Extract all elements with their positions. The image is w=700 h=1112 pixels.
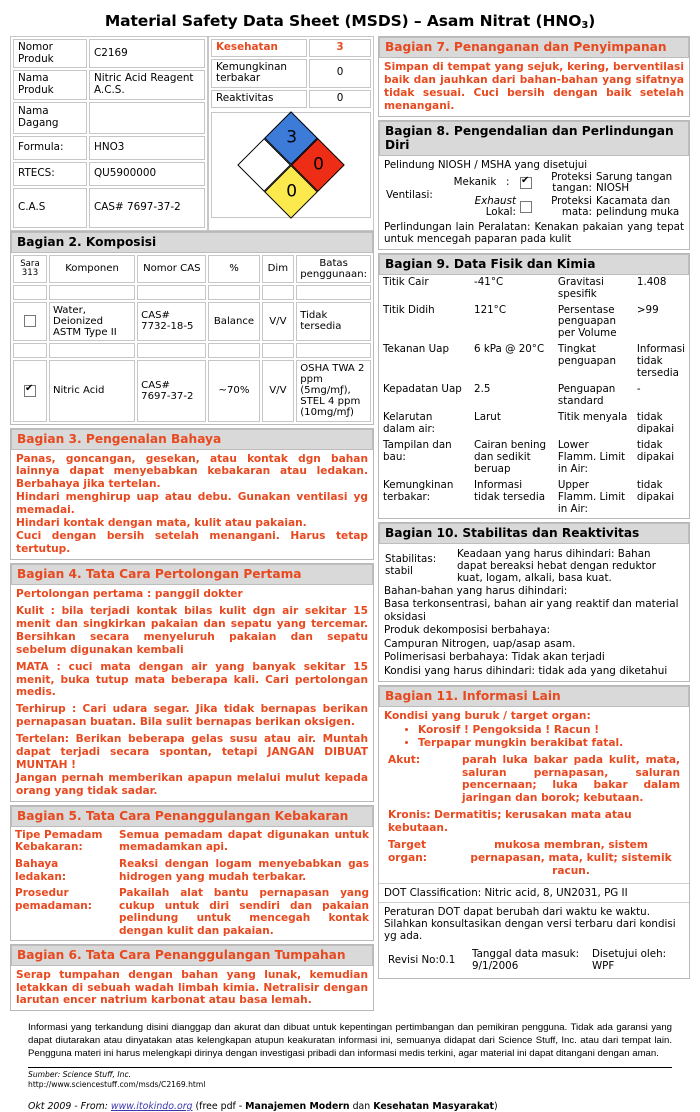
hand-protection-label: Proteksi tangan:: [551, 171, 592, 195]
footer-credit: [28, 1101, 672, 1112]
exhaust-label: [446, 195, 518, 220]
spacer-cell: [262, 285, 295, 300]
column-header-limits: Batas penggunaan:: [296, 255, 371, 283]
table-spacer-row: [13, 343, 371, 358]
section-5-heading: Bagian 5. Tata Cara Penanggulangan Kebakaran: [11, 806, 373, 827]
right-column: [378, 36, 690, 982]
chronic-value: Kronis: Dermatitis; kerusakan mata atau kebutaan.: [388, 809, 632, 835]
revision-label: Revisi No:0.1: [388, 954, 456, 967]
section-4: [10, 563, 374, 802]
nfpa-value-flammability: 0: [309, 59, 371, 88]
section-10: [378, 522, 690, 683]
section-10-line: Kondisi yang harus dihindari: tidak ada yang diketahui: [384, 664, 668, 677]
composition-table: [11, 253, 373, 424]
msds-page: [0, 12, 700, 1112]
section-4-paragraph: Tertelan: Berikan beberapa gelas susu atau air. Muntah dapat terjadi secara spontan, tetapi JANGAN DIBUAT MUNTAH !: [16, 733, 368, 772]
identity-label: C.A.S: [13, 188, 87, 228]
target-organ-value: mukosa membran, sistem pernapasan, mata, kulit; sistemik racun.: [470, 839, 672, 877]
ppe-intro: Pelindung NIOSH / MSHA yang disetujui: [384, 158, 588, 171]
identity-value: [89, 102, 205, 134]
section-7-body: [379, 58, 689, 116]
mechanical-label: Mekanik: [453, 176, 497, 189]
identity-label: Nama Produk: [13, 70, 87, 99]
table-row: [13, 360, 371, 421]
source-label: Sumber: Science Stuff, Inc.: [28, 1070, 132, 1080]
spacer-cell: [13, 343, 47, 358]
section-8-body: [379, 156, 689, 249]
percent-value: Balance: [208, 302, 259, 341]
section-7-paragraph: Simpan di tempat yang sejuk, kering, berventilasi baik dan jauhkan dari bahan-bahan yang sifatnya tidak sesuai. Cuci bersih dengan baik setelah menangani.: [384, 61, 684, 112]
identity-cell: [10, 36, 208, 231]
komponen-value: Water, Deionized ASTM Type II: [49, 302, 135, 341]
section-4-paragraph: MATA : cuci mata dengan air yang banyak sekitar 15 menit, buka tutup mata beberapa kali. Cari pertolongan medis.: [16, 660, 368, 699]
page-title-main: Material Safety Data Sheet (MSDS) – Asam Nitrat (HNO: [104, 12, 582, 30]
section-2-heading: Bagian 2. Komposisi: [11, 232, 373, 253]
table-row: [211, 90, 371, 108]
column-header-cas: Nomor CAS: [137, 255, 206, 283]
entry-date-value: 9/1/2006: [472, 960, 519, 973]
section-7: [378, 36, 690, 117]
identity-value: HNO3: [89, 136, 205, 160]
percent-value: ~70%: [208, 360, 259, 421]
column-header-sara: Sara 313: [13, 255, 47, 283]
phys-value: -41°C: [474, 275, 504, 288]
table-row: [211, 39, 371, 57]
table-row: [379, 478, 689, 518]
section-3-paragraph: Cuci dengan bersih setelah menangani. Harus tetap tertutup.: [16, 530, 368, 556]
section-3-paragraph: Hindari menghirup uap atau debu. Gunakan ventilasi yg memadai.: [16, 491, 368, 517]
phys-label: Upper Flamm. Limit in Air:: [557, 478, 626, 515]
section-4-paragraph: Kulit : bila terjadi kontak bilas kulit dgn air sekitar 15 menit dan singkirkan pakaian dan sepatu yang tercemar. Bersihkan secara menyeluruh pakaian dan sepatu sebelum digunakan kembali: [16, 604, 368, 656]
phys-label: Titik menyala: [557, 411, 628, 424]
phys-value: Informasi tidak tersedia: [636, 343, 685, 380]
fire-procedure-value: Pakailah alat bantu pernapasan yang cukup untuk diri sendiri dan pakaian pelindung untuk mencegah kontak dengan kulit dan pakaian.: [119, 887, 369, 937]
stability-value: Keadaan yang harus dihindari: Bahan dapat bereaksi hebat dengan reduktor kuat, logam, alkali, basa kuat.: [457, 547, 656, 584]
acute-value: parah luka bakar pada kulit, mata, saluran pernapasan, saluran pencernaan; luka bakar dalam jaringan dan borok; kebutaan.: [462, 753, 680, 805]
cas-value: CAS# 7732-18-5: [137, 302, 206, 341]
identity-value: C2169: [89, 39, 205, 68]
left-column: [10, 36, 374, 1014]
table-row: [379, 410, 689, 438]
table-row: [13, 302, 371, 341]
hazard-bullet-list: [384, 724, 684, 750]
sara-checkbox[interactable]: [24, 315, 36, 327]
phys-value: 121°C: [474, 303, 507, 316]
stability-table: [384, 547, 684, 585]
identity-value: QU5900000: [89, 162, 205, 186]
spacer-cell: [296, 343, 371, 358]
dot-note-text: Peraturan DOT dapat berubah dari waktu ke waktu. Silahkan konsultasikan dengan versi terbaru dari kondisi yg ada.: [384, 905, 676, 942]
exhaust-checkbox[interactable]: [520, 201, 532, 213]
phys-label: Penguapan standard: [557, 383, 616, 408]
dot-note: [379, 902, 689, 978]
sara-checkbox-cell[interactable]: [13, 360, 47, 421]
phys-label: Tampilan dan bau:: [383, 438, 452, 463]
source-block: [28, 1067, 672, 1089]
section-4-paragraph: Pertolongan pertama : panggil dokter: [16, 587, 243, 600]
table-row: [384, 946, 684, 975]
phys-label: Titik Didih: [383, 303, 435, 316]
limit-value: OSHA TWA 2 ppm (5mg/mƒ), STEL 4 ppm (10mg/mƒ): [296, 360, 371, 421]
spacer-cell: [13, 285, 47, 300]
section-3-paragraph: Hindari kontak dengan mata, kulit atau pakaian.: [16, 517, 307, 530]
phys-label: Tingkat penguapan: [557, 343, 617, 368]
phys-value: -: [636, 383, 641, 396]
identity-label: RTECS:: [13, 162, 87, 186]
table-row: [384, 806, 684, 836]
table-row: [13, 188, 205, 228]
entry-date-label: Tanggal data masuk:: [472, 947, 580, 960]
table-row: [11, 885, 373, 939]
approved-by-label: Disetujui oleh:: [592, 947, 667, 960]
header-block: [10, 36, 374, 231]
other-protection: Perlindungan lain Peralatan: Kenakan pakaian yang tepat untuk mencegah paparan pada kulit: [384, 220, 684, 246]
footer-end: ): [494, 1101, 498, 1112]
nfpa-diamond-container: [211, 112, 371, 218]
nfpa-value-health: 3: [309, 39, 371, 57]
table-row: [211, 59, 371, 88]
acute-label: Akut:: [388, 753, 421, 766]
table-row: [384, 171, 684, 195]
section-3-body: [11, 450, 373, 559]
section-6: [10, 944, 374, 1012]
content-columns: [10, 36, 690, 1014]
spacer-cell: [262, 343, 295, 358]
exhaust-label-italic: Exhaust: [474, 194, 516, 207]
stability-label: Stabilitas: stabil: [385, 552, 437, 577]
footer-bold-2: Kesehatan Masyarakat: [373, 1101, 495, 1112]
section-8-heading: Bagian 8. Pengendalian dan Perlindungan Diri: [379, 121, 689, 156]
phys-value: 2.5: [474, 383, 491, 396]
section-10-line: Campuran Nitrogen, uap/asap asam.: [384, 637, 576, 650]
page-title-subscript: 3: [581, 20, 589, 31]
section-5-table: [11, 827, 373, 940]
section-4-body: [11, 585, 373, 801]
ventilation-label: Ventilasi:: [386, 188, 433, 201]
section-6-heading: Bagian 6. Tata Cara Penanggulangan Tumpahan: [11, 945, 373, 966]
table-header-row: [13, 255, 371, 283]
table-row: [379, 382, 689, 410]
section-3-heading: Bagian 3. Pengenalan Bahaya: [11, 429, 373, 450]
section-3-paragraph: Panas, goncangan, gesekan, atau kontak dgn bahan lainnya dapat menyebabkan kebakaran atau ledakan. Berbahaya jika tertelan.: [16, 452, 368, 491]
footer-mid: (free pdf -: [192, 1101, 246, 1112]
table-row: [379, 342, 689, 382]
phys-label: Kepadatan Uap: [383, 383, 462, 396]
column-header-dim: Dim: [262, 255, 295, 283]
hand-protection-value: Sarung tangan NIOSH: [596, 171, 673, 195]
phys-label: Lower Flamm. Limit in Air:: [557, 438, 626, 475]
table-spacer-row: [13, 285, 371, 300]
phys-value: >99: [636, 303, 659, 316]
phys-value: tidak dipakai: [636, 411, 675, 435]
phys-value: tidak dipakai: [636, 438, 675, 463]
table-row: [384, 547, 684, 585]
table-row: [379, 438, 689, 478]
phys-label: Tekanan Uap: [383, 343, 449, 356]
phys-label: Persentase penguapan per Volume: [557, 303, 617, 340]
nfpa-label-reactivity: Reaktivitas: [211, 90, 307, 108]
section-10-line: Produk dekomposisi berbahaya:: [384, 624, 551, 637]
section-10-body: [379, 544, 689, 682]
phys-label: Kelarutan dalam air:: [383, 411, 436, 435]
table-row: [13, 39, 205, 68]
section-6-body: [11, 966, 373, 1011]
phys-value: Informasi tidak tersedia: [474, 478, 546, 503]
section-7-heading: Bagian 7. Penanganan dan Penyimpanan: [379, 37, 689, 58]
table-row: [11, 827, 373, 856]
disclaimer-text: Informasi yang terkandung disini dianggap dan akurat dan dibuat untuk kepentingan pertimbangan dan pemikiran pengguna. Tidak ada garansi yang dapat diutarakan atau dinyatakan atas kelengkapan atupun keakuratan informasi ini, semuanya didapat dari Science Stuff, Inc. atau dari tempat lain. Pengguna materi ini harus melengkapi dirinya dengan investigasi pribadi dan informasi medis terkini, agar material ini dapat ditangani dengan aman.: [28, 1022, 672, 1060]
identity-label: Nama Dagang: [13, 102, 87, 134]
nfpa-ratings-table: [209, 37, 373, 110]
table-row: [379, 303, 689, 343]
explosion-hazard-label: Bahaya ledakan:: [15, 858, 67, 883]
identity-label: Nomor Produk: [13, 39, 87, 68]
identity-value: CAS# 7697-37-2: [89, 188, 205, 228]
identity-value: Nitric Acid Reagent A.C.S.: [89, 70, 205, 99]
table-row: [13, 102, 205, 134]
dim-value: V/V: [262, 360, 295, 421]
spacer-cell: [137, 285, 206, 300]
eye-protection-label: Proteksi mata:: [551, 195, 592, 219]
list-item: • Terpapar mungkin berakibat fatal.: [418, 737, 684, 750]
target-organ-label: Target organ:: [388, 839, 428, 865]
nfpa-label-health: Kesehatan: [211, 39, 307, 57]
identity-label: Formula:: [13, 136, 87, 160]
nfpa-diamond-reactivity-value: 0: [285, 180, 297, 201]
list-item: • Korosif ! Pengoksida ! Racun !: [418, 724, 684, 737]
table-row: [379, 275, 689, 303]
table-row: [13, 70, 205, 99]
fire-type-value: Semua pemadam dapat digunakan untuk memadamkan api.: [119, 828, 369, 854]
komponen-value: Nitric Acid: [49, 360, 135, 421]
mechanical-checkbox-cell[interactable]: [518, 171, 544, 195]
section-11-hazards: [379, 707, 689, 878]
ppe-table: [384, 171, 684, 219]
section-11: [378, 685, 690, 978]
section-3: [10, 428, 374, 560]
section-10-heading: Bagian 10. Stabilitas dan Reaktivitas: [379, 523, 689, 544]
phys-value: Cairan bening dan sedikit beruap: [474, 438, 547, 475]
footer-prefix: Okt 2009 - From:: [28, 1101, 111, 1112]
nfpa-cell: [208, 36, 374, 231]
nfpa-diamond-icon: [237, 111, 344, 218]
sara-checkbox-cell[interactable]: [13, 302, 47, 341]
section-10-line: Bahan-bahan yang harus dihindari:: [384, 585, 568, 597]
nfpa-value-reactivity: 0: [309, 90, 371, 108]
page-title-end: ): [588, 12, 596, 30]
revision-table: [384, 946, 684, 975]
section-8: [378, 120, 690, 250]
footer-mid-2: dan: [349, 1101, 374, 1112]
fire-type-label: Tipe Pemadam Kebakaran:: [15, 828, 103, 854]
spacer-cell: [49, 285, 135, 300]
spacer-cell: [49, 343, 135, 358]
nfpa-diamond-health-value: 3: [285, 127, 297, 148]
dim-value: V/V: [262, 302, 295, 341]
exhaust-checkbox-cell[interactable]: [518, 195, 544, 220]
section-6-paragraph: Serap tumpahan dengan bahan yang lunak, kemudian letakkan di sebuah wadah limbah kimia. Netralisir dengan larutan encer natrium karbonat atau basa lemah.: [16, 968, 368, 1007]
entry-date-block: [468, 946, 588, 975]
mechanical-checkbox[interactable]: [520, 177, 532, 189]
sara-checkbox[interactable]: [24, 385, 36, 397]
identity-table: [11, 37, 207, 230]
footer-bold-1: Manajemen Modern: [245, 1101, 350, 1112]
column-header-percent: %: [208, 255, 259, 283]
phys-value: 1.408: [636, 275, 667, 288]
section-11-heading: Bagian 11. Informasi Lain: [379, 686, 689, 707]
column-header-komponen: Komponen: [49, 255, 135, 283]
section-9-heading: Bagian 9. Data Fisik dan Kimia: [379, 254, 689, 275]
spacer-cell: [208, 343, 259, 358]
phys-value: tidak dipakai: [636, 478, 675, 503]
nfpa-diamond-flammability-value: 0: [312, 154, 324, 175]
mechanical-separator: :: [506, 176, 510, 189]
section-9: [378, 253, 690, 519]
fire-procedure-label: Prosedur pemadaman:: [15, 887, 92, 912]
section-4-paragraph: Jangan pernah memberikan apapun melalui mulut kepada orang yang tidak sadar.: [16, 771, 368, 797]
spacer-cell: [296, 285, 371, 300]
cas-value: CAS# 7697-37-2: [137, 360, 206, 421]
section-10-line: Polimerisasi berbahaya: Tidak akan terjadi: [384, 651, 605, 664]
explosion-hazard-value: Reaksi dengan logam menyebabkan gas hidrogen yang mudah terbakar.: [119, 858, 369, 883]
nfpa-label-flammability: Kemungkinan terbakar: [211, 59, 307, 88]
spacer-cell: [137, 343, 206, 358]
dot-classification: DOT Classification: Nitric acid, 8, UN2031, PG II: [379, 883, 689, 902]
table-row: [11, 856, 373, 885]
physical-data-table: [379, 275, 689, 518]
phys-label: Kemungkinan terbakar:: [383, 478, 454, 503]
itokindo-link[interactable]: www.itokindo.org: [110, 1101, 193, 1112]
page-title: [10, 12, 690, 30]
health-effects-table: [384, 753, 684, 879]
section-4-paragraph: Terhirup : Cari udara segar. Jika tidak bernapas berikan pernapasan buatan. Bila sulit bernapas berikan oksigen.: [16, 703, 368, 729]
table-row: [13, 162, 205, 186]
phys-label: Gravitasi spesifik: [557, 275, 604, 300]
approved-by-block: [588, 946, 684, 975]
approved-by-value: WPF: [592, 960, 615, 973]
eye-protection-value: Kacamata dan pelindung muka: [596, 195, 680, 219]
exhaust-label-rest: Lokal:: [485, 206, 516, 219]
table-row: [384, 753, 684, 807]
adverse-conditions-label: Kondisi yang buruk / target organ:: [384, 710, 591, 723]
section-2: [10, 231, 374, 425]
table-row: [384, 836, 684, 879]
source-url: http://www.sciencestuff.com/msds/C2169.html: [28, 1079, 206, 1089]
limit-value: Tidak tersedia: [296, 302, 371, 341]
phys-value: 6 kPa @ 20°C: [474, 343, 545, 356]
section-4-heading: Bagian 4. Tata Cara Pertolongan Pertama: [11, 564, 373, 585]
section-5: [10, 805, 374, 941]
section-10-line: Basa terkonsentrasi, bahan air yang reaktif dan material oksidasi: [384, 598, 679, 623]
table-row: [13, 136, 205, 160]
phys-label: Titik Cair: [383, 275, 429, 288]
phys-value: Larut: [474, 411, 501, 424]
spacer-cell: [208, 285, 259, 300]
